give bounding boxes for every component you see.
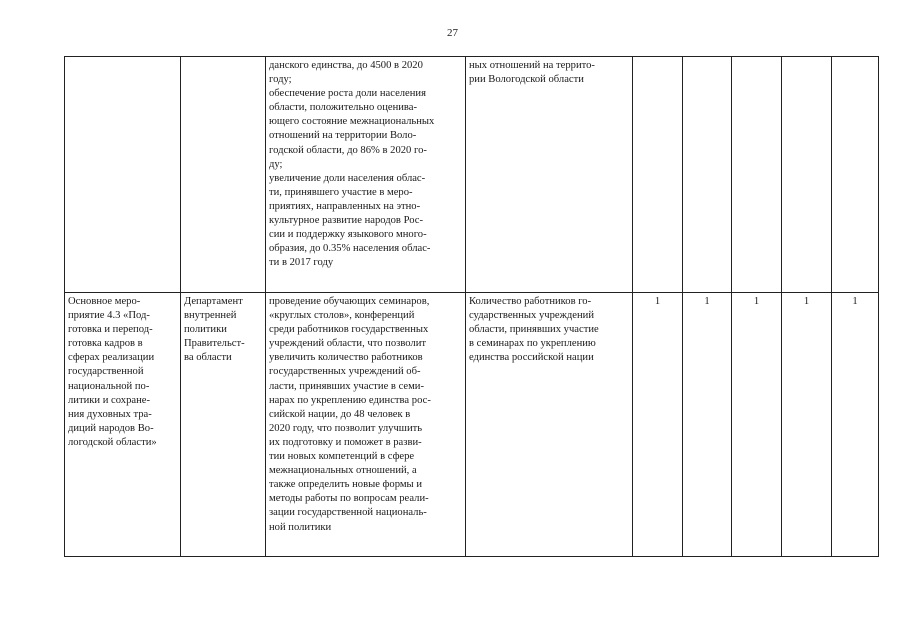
value-cell: 1 — [832, 293, 879, 557]
value-cell: 1 — [782, 293, 832, 557]
results-cell — [266, 57, 466, 293]
table-row — [65, 293, 879, 557]
activity-cell — [65, 293, 181, 557]
value-cell — [732, 57, 782, 293]
program-table — [64, 56, 879, 557]
indicator-cell — [466, 57, 633, 293]
results-cell — [266, 293, 466, 557]
activity-text: Основное меро- приятие 4.3 «Под- готовка и перепод- готовка кадров в сферах реализации государственной национальной по- литики и сохране- ния духовных тра- диций народов Во- логодской области» — [68, 296, 157, 448]
indicator-cell — [466, 293, 633, 557]
executor-text: Департамент внутренней политики Правительст- ва области — [184, 296, 245, 364]
value-cell — [832, 57, 879, 293]
results-text: данского единства, до 4500 в 2020 году; обеспечение роста доли населения области, положительно оценива- ющего состояние межнациональных отношений на территории Воло- годской области, до 86% в 2020 го- ду; увеличение доли населения облас- ти, принявшего участие в меро- приятиях, направленных на этно- культурное развитие народов Рос- сии и поддержку языкового много- образия, до 0.35% населения облас- ти в 2017 году — [269, 60, 435, 269]
executor-cell — [181, 57, 266, 293]
activity-cell — [65, 57, 181, 293]
value-cell — [633, 57, 683, 293]
value-cell — [683, 57, 732, 293]
indicator-text: ных отношений на террито- рии Вологодской области — [469, 60, 595, 86]
value-cell: 1 — [683, 293, 732, 557]
value-cell — [782, 57, 832, 293]
value-cell: 1 — [732, 293, 782, 557]
indicator-text: Количество работников го- сударственных учреждений области, принявших участие в семинарах по укреплению единства российской нации — [469, 296, 599, 364]
executor-cell — [181, 293, 266, 557]
results-text: проведение обучающих семинаров, «круглых столов», конференций среди работников государственных учреждений области, что позволит увеличить количество работников государственных учреждений об- ласти, принявших участие в семи- нарах по укреплению единства рос- сийской нации, до 48 человек в 2020 году, что позволит улучшить их подготовку и поможет в разви- тии новых компетенций в сфере межнациональных отношений, а также определить новые формы и методы работы по вопросам реали- зации государственной националь- ной политики — [269, 296, 431, 533]
table-row — [65, 57, 879, 293]
value-cell: 1 — [633, 293, 683, 557]
page-number: 27 — [447, 27, 458, 39]
